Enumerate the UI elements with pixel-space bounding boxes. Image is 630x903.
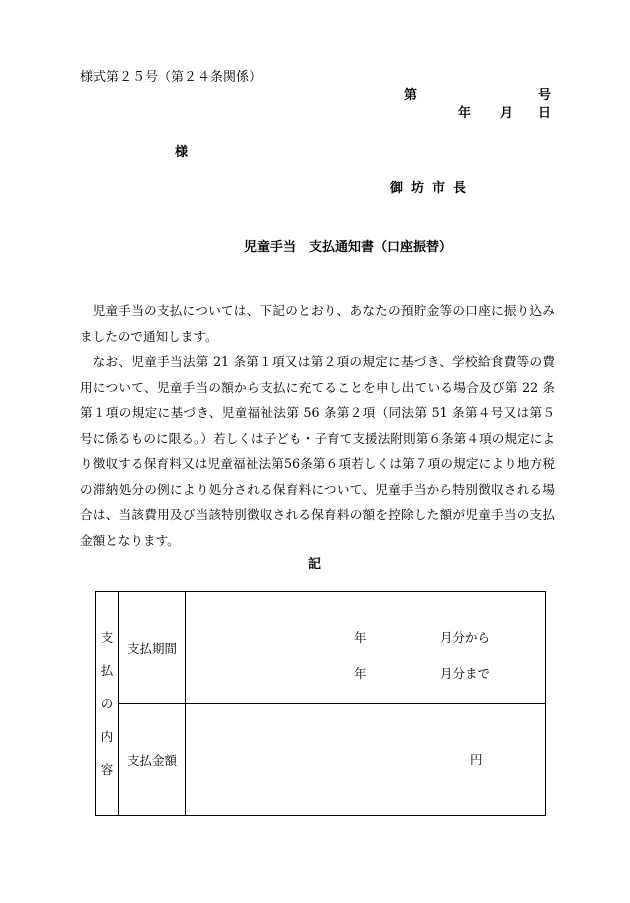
document-title: 児童手当 支払通知書（口座振替） (244, 240, 453, 255)
document-number-suffix: 号 (538, 88, 552, 103)
payment-contents-label (96, 592, 119, 816)
addressee-suffix: 様 (175, 145, 189, 160)
side-label-char: 内 (100, 729, 114, 744)
date-day: 日 (538, 106, 552, 121)
document-number-prefix: 第 (404, 88, 418, 103)
side-label-char: 容 (100, 762, 114, 777)
period-to-month: 月分まで (440, 666, 491, 681)
form-number: 様式第２５号（第２４条関係） (80, 70, 263, 85)
side-label-char: 支 (100, 630, 114, 645)
amount-value-cell (186, 704, 546, 816)
period-value-cell (186, 592, 546, 704)
amount-unit: 円 (470, 752, 483, 767)
side-label-char: 払 (100, 663, 114, 678)
issuer: 御坊市長 (390, 181, 475, 196)
period-to-year: 年 (354, 666, 367, 681)
table-row (96, 704, 546, 816)
period-from-month: 月分から (440, 630, 491, 645)
body-text (80, 298, 555, 553)
table-row (96, 592, 546, 704)
amount-label: 支払金額 (119, 704, 186, 816)
side-label-char: の (100, 696, 114, 711)
ki-heading: 記 (308, 557, 322, 572)
period-label: 支払期間 (119, 592, 186, 704)
period-from-year: 年 (354, 630, 367, 645)
body-paragraph-2: なお、児童手当法第 21 条第１項又は第２項の規定に基づき、学校給食費等の費用について、児童手当の額から支払に充てることを申し出ている場合及び第 22 条第１項の規定に基づき、児童福祉法第 56 条第２項（同法第 51 条第４号又は第５号に係るものに限る。）若しくは子ども・子育て支援法附則第６条第４項の規定により徴収する保育料又は児童福祉法第56条第６項若しくは第７項の規定により地方税の滞納処分の例により処分される保育料について、児童手当から特別徴収される場合は、当該費用及び当該特別徴収される保育料の額を控除した額が児童手当の支払金額となります。 (80, 354, 555, 548)
date-year: 年 (458, 106, 472, 121)
payment-detail-table (95, 591, 546, 816)
date-month: 月 (500, 106, 514, 121)
body-paragraph-1: 児童手当の支払については、下記のとおり、あなたの預貯金等の口座に振り込みましたので通知します。 (80, 303, 555, 344)
